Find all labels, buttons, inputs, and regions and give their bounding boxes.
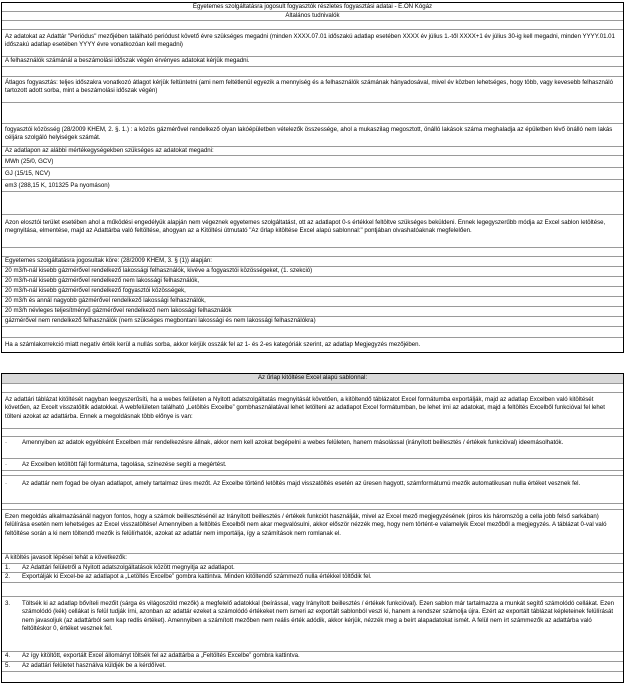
- scope-item: 20 m3/h-nál kisebb gázmérővel rendelkező lakossági felhasználók, kivéve a fogyasztói közösségeket, (1. szekció): [2, 267, 623, 277]
- excel-template-table: [1, 373, 624, 683]
- units-header: Az adatlapon az alábbi mértékegységekben szükséges az adatokat megadni:: [2, 147, 623, 156]
- step-item: [2, 662, 623, 672]
- spacer-row: [2, 21, 623, 30]
- step-number: 2.: [5, 573, 11, 580]
- step-item: [2, 564, 623, 573]
- spacer-row: [2, 248, 623, 257]
- spacer-row: [2, 67, 623, 77]
- advantage-text: Az adattár nem fogad be olyan adatlapot, amely tartalmaz üres mezőt. Az Excelbe történő letöltés majd visszatöltés esetén az üresen hagyott, számformátumú mezők automatikusan nulla értéket vesznek fel.: [22, 480, 581, 487]
- unit-item: MWh (25/0, GCV): [2, 156, 623, 168]
- advantage-item: [2, 459, 623, 471]
- step-text: Exportálják ki Excel-be az adatlapot a „Letöltés Excelbe” gombra kattintva. Minden kitöltendő számmező nulla értékkel töltődik fel.: [22, 573, 372, 580]
- scope-header: Egyetemes szolgáltatásra jogosultak köre: (28/2009 KHEM, 3. § (1)) alapján:: [2, 257, 623, 267]
- scope-item: 20 m3/h-nál kisebb gázmérővel rendelkező nem lakossági felhasználók,: [2, 277, 623, 287]
- zero-fill-paragraph: Azon elosztói terület esetében ahol a működési engedélyük alapján nem végeznek egyetemes szolgáltatást, ott az adatlapot 0-s értékkel feltöltve szükséges beküldeni. Ennek legegyszerűbb módja az Excel sablon letöltése, megnyitása, elmentése, majd az Adattárba való feltöltése, ahogyan az a Kitöltési útmutató "Az űrlap kitöltése Excel alapú sablonnal:" pontjában olvashatóaknak megfelelően.: [2, 215, 623, 248]
- step-text: Az Adattári felületről a Nyitott adatszolgáltatások között megnyitja az adatlapot.: [22, 564, 235, 571]
- unit-item: GJ (15/15, NCV): [2, 168, 623, 180]
- unit-item: em3 (288,15 K, 101325 Pa nyomáson): [2, 180, 623, 192]
- average-consumption-paragraph: Átlagos fogyasztás: teljes időszakra vonatkozó átlagot kérjük feltüntetni (ami nem feltétlenül egyezik a mennyiség és a felhasználók számának hányadosával, mivel év közben lehetséges, hogy több, vagy kevesebb felhasználó tartozott adott sorba, mint a beszámolási időszak végén): [2, 77, 623, 103]
- spacer-row: [2, 429, 623, 437]
- scope-item: gázmérővel nem rendelkező felhasználók (nem szükséges megbontani lakossági és nem lakossági felhasználókra): [2, 317, 623, 327]
- advantage-text: Amennyiben az adatok egyébként Excelben már rendelkezésre állnak, akkor nem kell azokat begépelni a webes felületen, hanem másolással (irányított beillesztés / értékek funkcióval) ideemásolhatók.: [22, 439, 564, 446]
- step-item: [2, 597, 623, 652]
- paste-warning-paragraph: Ezen megoldás alkalmazásánál nagyon fontos, hogy a számok beillesztésénél az Irányított beillesztés / értékek funkciót használják, mivel az Excel mező megjegyzésének (piros kis háromszög a cella jobb felső sarkában) felülírása esetén nem lehetséges az Excel visszatöltése! Amennyiben a feltöltés Excelből nem akar megvalósulni, akkor először nézzék meg, hogy nem történt-e valamelyik Excel mezőből a megjegyzés. A táblázat 0-val való feltöltése során a ki nem töltendő mezők is felülírhatók, azokat az adattár nem importálja, így a számítások nem romlanak el.: [2, 510, 623, 554]
- spacer-row: [2, 384, 623, 393]
- steps-header: A kitöltés javasolt lépései tehát a következők:: [2, 554, 623, 564]
- excel-intro-paragraph: Az adattári táblázat kitöltését nagyban leegyszerűsíti, ha a webes felületen a Nyitott adatszolgáltatás megnyitását követően, a kitöltendő táblázatot Excel formátumba exportálják, majd az adatlap Excelben való kitöltését követően, az Excelt visszatöltik adatokkal. A webfelületen található „Letöltés Excelbe” gombhasználatával lehet letölteni az adatlapot Excel formátumban, be lehet írni az adatokat, majd a feltöltés Excelből funkcióval fel lehet tölteni azokat az adattárba. Ennek a megoldásnak több előnye is van:: [2, 393, 623, 429]
- section-title: Az űrlap kitöltése Excel alapú sablonnal:: [2, 374, 623, 384]
- step-item: [2, 573, 623, 583]
- advantage-item: [2, 476, 623, 504]
- spacer-row: [2, 583, 623, 597]
- spacer-row: [2, 192, 623, 215]
- step-text: Az adattári felületet használva küldjék be a kérdőívet.: [22, 662, 166, 669]
- step-text: Az így kitöltött, exportált Excel állományt töltsék fel az adattárba a „Feltöltés Excelbe” gombra kattintva.: [22, 652, 300, 659]
- step-number: 5.: [5, 662, 11, 669]
- community-definition-paragraph: fogyasztói közösség (28/2009 KHEM, 2. §. 1.) : a közös gázmérővel rendelkező olyan lakóépületben vételezők összessége, ahol a mukaszilag megosztott, önálló lakások száma meghaladja az épületben lévő önálló nem lakás céljára szolgáló helyiségek számát.: [2, 124, 623, 147]
- scope-item: 20 m3/h-nál kisebb gázmérővel rendelkező fogyasztói közösségek,: [2, 287, 623, 297]
- step-number: 4.: [5, 652, 11, 659]
- scope-item: 20 m3/h és annál nagyobb gázmérővel rendelkező lakossági felhasználók,: [2, 297, 623, 307]
- bullet-icon: ·: [5, 480, 8, 487]
- scope-item: 20 m3/h névleges teljesítményű gázmérővel rendelkező nem lakossági felhasználók: [2, 307, 623, 317]
- period-paragraph: Az adatokat az Adattár "Periódus" mezőjében található periódust követő évre szükséges megadni (minden XXXX.07.01 időszakú adatlap esetében XXXX év július 1.-től XXXX+1 év július 30-ig kell megadni, minden YYYY.01.01 időszakú adatlap esetében YYYY évre vonatkozóan kell megadni): [2, 30, 623, 57]
- spacer-row: [2, 103, 623, 124]
- section-subtitle: Általános tudnivalók: [2, 12, 623, 21]
- step-text: Töltsék ki az adatlap bővíteli mezőit (sárga és világoszöld mezők) a megfelelő adatokkal (beírással, vagy Irányított beillesztés / értékek funkcióval). Ezen sablon már tartalmazza a munkát segítő számolódó cellákat. Ezen számolódó (kék) cellákat is felül tudják írni, azonban az adattár ezeket a számolódó értékeket nem ismeri az exportált sablonból veszi ki, hanem a rendszer számolja újra. Ezért az exportált táblázat képleteinek felülírását nem javasoljuk (az adattárból sem kap redlis értéket). Amennyiben a számított mezőben nem reális érték adódik, akkor kérjük, nézzék meg a beírt alapadatokat ismét. A felül nem írt számmezők az adattárba való feltöltéskor 0, értéket vesznek fel.: [22, 600, 615, 632]
- sheet-title: Egyetemes szolgáltatásra jogosult fogyasztók részletes fogyasztási adatai - E.ON Kógáz: [2, 3, 623, 12]
- advantage-text: Az Excelben letöltött fájl formátuma, tagolása, színezése segíti a megértést.: [22, 461, 227, 468]
- bullet-icon: ·: [5, 439, 8, 446]
- user-count-note: A felhasználók számánál a beszámolási időszak végén érvényes adatokat kérjük megadni.: [2, 57, 623, 67]
- general-info-table: [1, 2, 624, 353]
- bullet-icon: ·: [5, 461, 8, 468]
- spacer-row: [2, 327, 623, 338]
- spacer-row: [2, 672, 623, 682]
- step-number: 3.: [5, 600, 11, 607]
- step-item: [2, 652, 623, 662]
- negative-value-note: Ha a számlakorrekció miatt negatív érték kerül a nullás sorba, akkor kérjük osszák fel az 1- és 2-es kategóriák szerint, az adatlap Megjegyzés mezőjében.: [5, 341, 421, 348]
- advantage-item: [2, 437, 623, 459]
- step-number: 1.: [5, 564, 11, 571]
